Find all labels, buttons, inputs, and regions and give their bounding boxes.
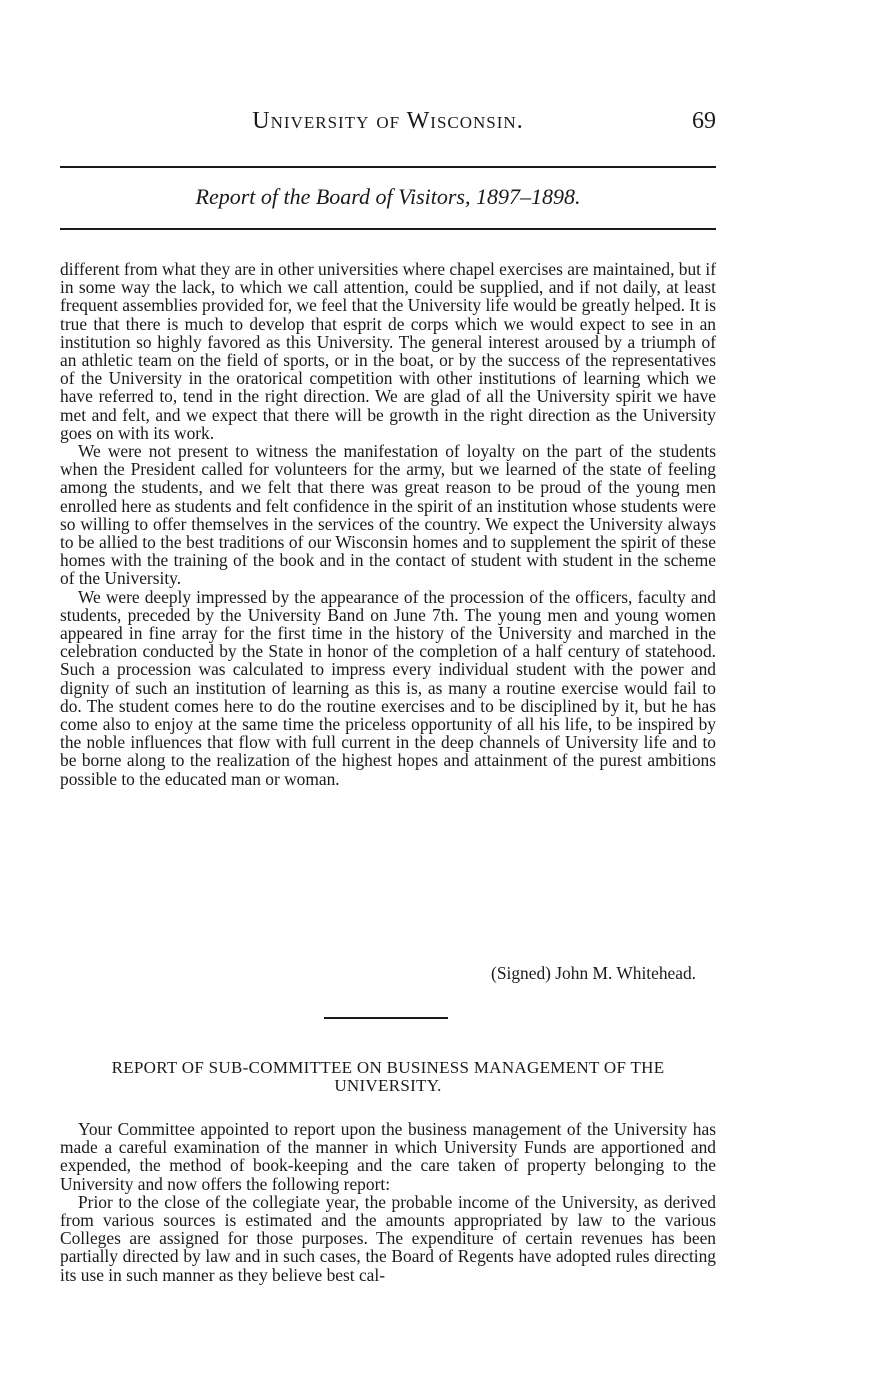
paragraph: We were deeply impressed by the appearance of the procession of the officers, faculty and students, preceded by the University Band on June 7th. The young men and young women appeared in fine array for the first time in the history of the University and marched in the celebration conducted by the State in honor of the completion of a half century of statehood. Such a procession was calculated to impress every individual student with the power and dignity of such an institution of learning as this is, as many a routine exercise would fail to do. The student comes here to do the routine exercises and to be disciplined by it, but he has come also to enjoy at the same time the priceless opportunity of all his life, to be inspired by the noble influences that flow with full current in the deep channels of University life and to be borne along to the realization of the highest hopes and attainment of the purest ambitions possible to the educated man or woman. [60,586,716,789]
business-report-body [60,1120,716,1284]
header-rule-bottom [60,228,716,230]
section-divider [324,1017,448,1019]
signature-line: (Signed) John M. Whitehead. [491,963,696,983]
report-subtitle: Report of the Board of Visitors, 1897–1898. [195,184,581,209]
running-title: University of Wisconsin. [252,108,524,134]
page-number: 69 [692,108,716,134]
paragraph: We were not present to witness the manifestation of loyalty on the part of the students when the President called for volunteers for the army, but we learned of the state of feeling among the students, and we felt that there was great reason to be proud of the young men enrolled here as students and felt confidence in the spirit of an institution whose students were so willing to offer themselves in the services of the country. We expect the University always to be allied to the best traditions of our Wisconsin homes and to supplement the spirit of these homes with the training of the book and in the contact of student with student in the scheme of the University. [60,441,716,589]
section-heading: REPORT OF SUB-COMMITTEE ON BUSINESS MANAGEMENT OF THE UNIVERSITY. [111,1058,665,1095]
paragraph: Prior to the close of the collegiate year, the probable income of the University, as derived from various sources is estimated and the amounts appropriated by law to the various Colleges are assigned for those purposes. The expenditure of certain revenues has been partially directed by law and in such cases, the Board of Regents have adopted rules directing its use in such manner as they believe best cal- [60,1191,716,1285]
running-header [60,108,716,142]
visitors-report-body [60,260,716,788]
header-rule-top [60,166,716,168]
paragraph: different from what they are in other universities where chapel exercises are maintained, but if in some way the lack, to which we call attention, could be supplied, and if not daily, at least frequent assemblies provided for, we feel that the University life would be greatly helped. It is true that there is much to develop that esprit de corps which we would expect to see in an institution so highly favored as this University. The general interest aroused by a triumph of an athletic team on the field of sports, or in the boat, or by the success of the representatives of the University in the oratorical competition with other institutions of learning which we have referred to, tend in the right direction. We are glad of all the University spirit we have met and felt, and we expect that there will be growth in the right direction as the University goes on with its work. [60,259,716,443]
paragraph: Your Committee appointed to report upon the business management of the University has made a careful examination of the manner in which University Funds are apportioned and expended, the method of book-keeping and the care taken of property belonging to the University and now offers the following report: [60,1119,716,1194]
